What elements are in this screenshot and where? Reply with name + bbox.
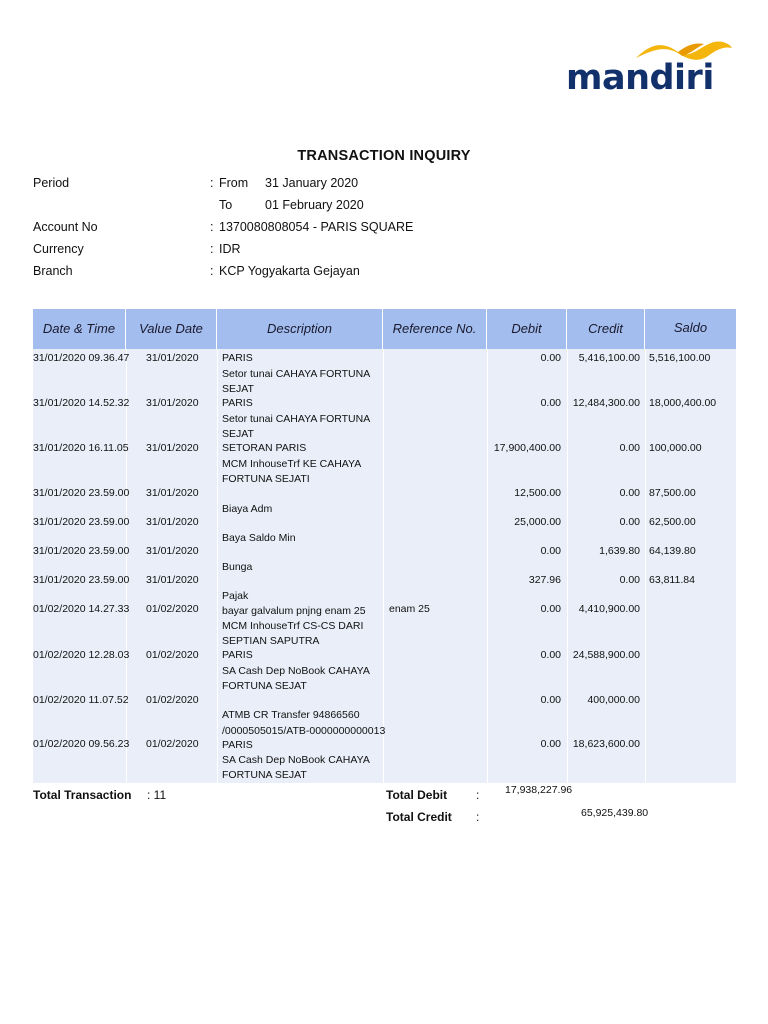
description-line: Bunga bbox=[222, 561, 253, 573]
row-saldo: 63,811.84 bbox=[649, 574, 695, 586]
description-line: MCM InhouseTrf CS-CS DARI bbox=[222, 620, 364, 632]
info-colon: : bbox=[210, 176, 214, 190]
row-debit: 0.00 bbox=[540, 397, 561, 409]
branch-row bbox=[0, 263, 768, 279]
row-debit: 17,900,400.00 bbox=[493, 442, 561, 454]
row-credit: 1,639.80 bbox=[599, 545, 640, 557]
row-debit: 25,000.00 bbox=[514, 516, 561, 528]
row-credit: 0.00 bbox=[619, 487, 640, 499]
row-value-date: 01/02/2020 bbox=[146, 694, 199, 706]
row-saldo: 100,000.00 bbox=[649, 442, 702, 454]
table-body bbox=[33, 349, 736, 783]
row-debit: 0.00 bbox=[540, 738, 561, 750]
total-debit-value: 17,938,227.96 bbox=[505, 784, 573, 796]
description-line: PARIS bbox=[222, 352, 253, 364]
reference-cell: enam 25 bbox=[389, 603, 430, 615]
row-credit: 0.00 bbox=[619, 442, 640, 454]
description-line: SEJAT bbox=[222, 428, 254, 440]
total-credit-value: 65,925,439.80 bbox=[581, 807, 649, 819]
header-saldo: Saldo bbox=[673, 320, 708, 335]
from-value: 31 January 2020 bbox=[265, 176, 359, 190]
row-saldo: 62,500.00 bbox=[649, 516, 696, 528]
column-divider bbox=[217, 349, 218, 783]
row-credit: 24,588,900.00 bbox=[572, 649, 640, 661]
column-divider bbox=[567, 349, 568, 783]
total-debit-label: Total Debit bbox=[386, 788, 448, 802]
row-datetime: 31/01/2020 23.59.00 bbox=[33, 487, 130, 499]
row-datetime: 01/02/2020 14.27.33 bbox=[33, 603, 130, 615]
row-saldo: 64,139.80 bbox=[649, 545, 696, 557]
to-value: 01 February 2020 bbox=[265, 198, 364, 212]
header-debit: Debit bbox=[487, 309, 567, 349]
row-credit: 12,484,300.00 bbox=[572, 397, 640, 409]
row-value-date: 31/01/2020 bbox=[146, 442, 199, 454]
branch-value: KCP Yogyakarta Gejayan bbox=[219, 264, 360, 278]
account-label: Account No bbox=[33, 220, 98, 234]
account-row bbox=[0, 219, 768, 235]
description-line: Baya Saldo Min bbox=[222, 532, 296, 544]
description-line: Setor tunai CAHAYA FORTUNA bbox=[222, 368, 371, 380]
row-credit: 18,623,600.00 bbox=[572, 738, 640, 750]
row-datetime: 31/01/2020 16.11.05 bbox=[33, 442, 129, 454]
row-debit: 0.00 bbox=[540, 545, 561, 557]
row-datetime: 31/01/2020 23.59.00 bbox=[33, 516, 130, 528]
description-line: FORTUNA SEJAT bbox=[222, 769, 307, 781]
period-to-row bbox=[0, 197, 768, 213]
column-divider bbox=[126, 349, 127, 783]
row-value-date: 31/01/2020 bbox=[146, 397, 199, 409]
info-colon: : bbox=[210, 264, 214, 278]
row-credit: 0.00 bbox=[619, 574, 640, 586]
header-reference: Reference No. bbox=[383, 309, 487, 349]
logo-wordmark: mandiri bbox=[566, 58, 714, 98]
total-credit-label: Total Credit bbox=[386, 810, 452, 824]
row-value-date: 31/01/2020 bbox=[146, 487, 199, 499]
row-value-date: 01/02/2020 bbox=[146, 649, 199, 661]
row-datetime: 31/01/2020 23.59.00 bbox=[33, 545, 130, 557]
branch-label: Branch bbox=[33, 264, 73, 278]
header-credit: Credit bbox=[567, 309, 645, 349]
row-debit: 0.00 bbox=[540, 649, 561, 661]
description-line: SA Cash Dep NoBook CAHAYA bbox=[222, 754, 370, 766]
row-datetime: 01/02/2020 11.07.52 bbox=[33, 694, 129, 706]
info-colon: : bbox=[210, 242, 214, 256]
row-saldo: 87,500.00 bbox=[649, 487, 696, 499]
from-label: From bbox=[219, 176, 249, 190]
description-line: Biaya Adm bbox=[222, 503, 273, 515]
description-line: PARIS bbox=[222, 649, 253, 661]
total-transaction-value: : 11 bbox=[147, 788, 167, 802]
row-datetime: 01/02/2020 09.56.23 bbox=[33, 738, 130, 750]
row-value-date: 31/01/2020 bbox=[146, 545, 199, 557]
row-debit: 0.00 bbox=[540, 694, 561, 706]
description-line: ATMB CR Transfer 94866560 bbox=[222, 709, 360, 721]
row-debit: 327.96 bbox=[528, 574, 561, 586]
header-value-date: Value Date bbox=[126, 309, 217, 349]
total-debit-colon: : bbox=[476, 788, 480, 802]
description-line: SA Cash Dep NoBook CAHAYA bbox=[222, 665, 370, 677]
row-saldo: 5,516,100.00 bbox=[649, 352, 711, 364]
description-line: PARIS bbox=[222, 739, 253, 751]
table-header bbox=[33, 309, 736, 349]
row-credit: 400,000.00 bbox=[587, 694, 640, 706]
description-line: SETORAN PARIS bbox=[222, 442, 307, 454]
description-line: bayar galvalum pnjng enam 25 bbox=[222, 605, 366, 617]
total-credit-colon: : bbox=[476, 810, 480, 824]
row-value-date: 01/02/2020 bbox=[146, 603, 199, 615]
description-line: PARIS bbox=[222, 397, 253, 409]
row-debit: 0.00 bbox=[540, 352, 561, 364]
description-line: Setor tunai CAHAYA FORTUNA bbox=[222, 413, 371, 425]
row-datetime: 31/01/2020 14.52.32 bbox=[33, 397, 130, 409]
row-value-date: 31/01/2020 bbox=[146, 352, 199, 364]
description-line: /0000505015/ATB-0000000000013 bbox=[222, 725, 386, 737]
row-debit: 0.00 bbox=[540, 603, 561, 615]
info-colon: : bbox=[210, 220, 214, 234]
total-transaction-label: Total Transaction bbox=[33, 788, 132, 802]
to-label: To bbox=[219, 198, 233, 212]
header-description: Description bbox=[217, 309, 383, 349]
description-line: FORTUNA SEJATI bbox=[222, 473, 310, 485]
row-datetime: 31/01/2020 23.59.00 bbox=[33, 574, 130, 586]
row-datetime: 31/01/2020 09.36.47 bbox=[33, 352, 130, 364]
column-divider bbox=[645, 349, 646, 783]
currency-row bbox=[0, 241, 768, 257]
row-debit: 12,500.00 bbox=[514, 487, 561, 499]
column-divider bbox=[487, 349, 488, 783]
row-value-date: 31/01/2020 bbox=[146, 574, 199, 586]
row-value-date: 31/01/2020 bbox=[146, 516, 199, 528]
row-saldo: 18,000,400.00 bbox=[649, 397, 717, 409]
row-credit: 4,410,900.00 bbox=[578, 603, 640, 615]
mandiri-logo bbox=[566, 38, 738, 100]
row-datetime: 01/02/2020 12.28.03 bbox=[33, 649, 130, 661]
column-divider bbox=[383, 349, 384, 783]
description-line: SEJAT bbox=[222, 383, 254, 395]
description-line: MCM InhouseTrf KE CAHAYA bbox=[222, 458, 362, 470]
period-row bbox=[0, 175, 768, 191]
description-line: Pajak bbox=[222, 590, 249, 602]
currency-value: IDR bbox=[219, 242, 241, 256]
header-datetime: Date & Time bbox=[33, 309, 126, 349]
description-line: FORTUNA SEJAT bbox=[222, 680, 307, 692]
row-credit: 5,416,100.00 bbox=[578, 352, 640, 364]
row-credit: 0.00 bbox=[619, 516, 640, 528]
currency-label: Currency bbox=[33, 242, 84, 256]
page-title: TRANSACTION INQUIRY bbox=[297, 148, 471, 164]
description-line: SEPTIAN SAPUTRA bbox=[222, 635, 320, 647]
row-value-date: 01/02/2020 bbox=[146, 738, 199, 750]
account-value: 1370080808054 - PARIS SQUARE bbox=[219, 220, 414, 234]
period-label: Period bbox=[33, 176, 70, 190]
